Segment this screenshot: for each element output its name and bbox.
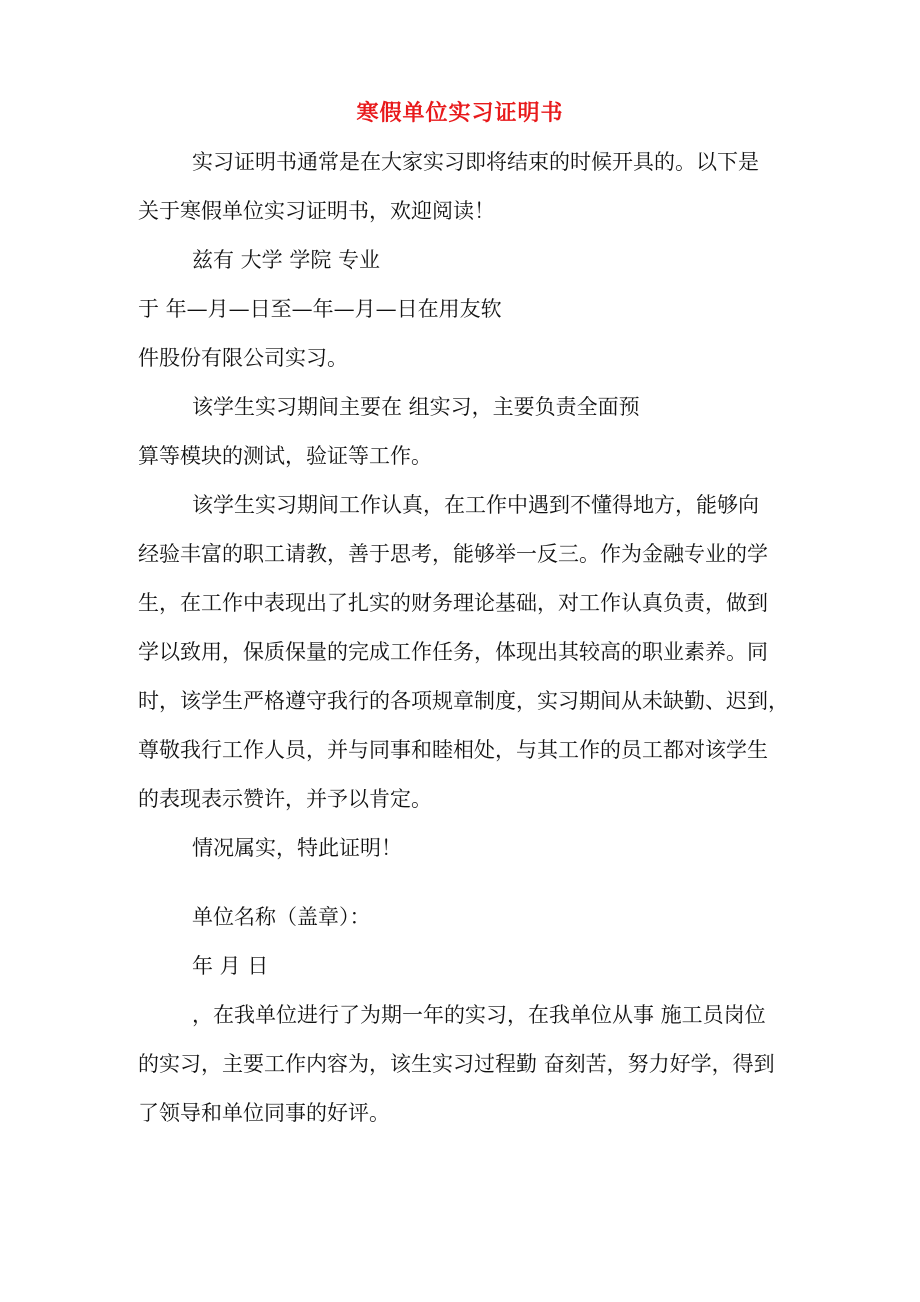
evaluation-line-1: 该学生实习期间工作认真，在工作中遇到不懂得地方，能够向 bbox=[192, 493, 759, 517]
second-cert-line-2: 的实习，主要工作内容为，该生实习过程勤 奋刻苦，努力好学，得到 bbox=[138, 1052, 775, 1076]
evaluation-line-7: 的表现表示赞许，并予以肯定。 bbox=[138, 787, 432, 811]
evaluation-line-6: 尊敬我行工作人员，并与同事和睦相处，与其工作的员工都对该学生 bbox=[138, 738, 768, 762]
certify-line: 情况属实，特此证明！ bbox=[192, 836, 402, 860]
evaluation-line-3: 生，在工作中表现出了扎实的财务理论基础，对工作认真负责，做到 bbox=[138, 591, 768, 615]
date-line: 年 月 日 bbox=[192, 954, 269, 978]
evaluation-line-2: 经验丰富的职工请教，善于思考，能够举一反三。作为金融专业的学 bbox=[138, 542, 768, 566]
second-cert-line-3: 了领导和单位同事的好评。 bbox=[138, 1101, 390, 1125]
student-line-3: 件股份有限公司实习。 bbox=[138, 346, 348, 370]
second-cert-line-1: ，在我单位进行了为期一年的实习，在我单位从事 施工员岗位 bbox=[192, 1003, 766, 1027]
duty-line-1: 该学生实习期间主要在 组实习，主要负责全面预 bbox=[192, 395, 640, 419]
intro-line-1: 实习证明书通常是在大家实习即将结束的时候开具的。以下是 bbox=[192, 150, 759, 174]
student-line-2: 于 年—月—日至—年—月—日在用友软 bbox=[138, 297, 502, 321]
evaluation-line-4: 学以致用，保质保量的完成工作任务，体现出其较高的职业素养。同 bbox=[138, 640, 768, 664]
document-title: 寒假单位实习证明书 bbox=[356, 100, 564, 126]
student-line-1: 兹有 大学 学院 专业 bbox=[192, 248, 381, 272]
evaluation-line-5: 时，该学生严格遵守我行的各项规章制度，实习期间从未缺勤、迟到， bbox=[138, 689, 789, 713]
intro-line-2: 关于寒假单位实习证明书，欢迎阅读！ bbox=[138, 199, 495, 223]
unit-name-line: 单位名称（盖章）： bbox=[192, 905, 371, 929]
duty-line-2: 算等模块的测试，验证等工作。 bbox=[138, 444, 432, 468]
